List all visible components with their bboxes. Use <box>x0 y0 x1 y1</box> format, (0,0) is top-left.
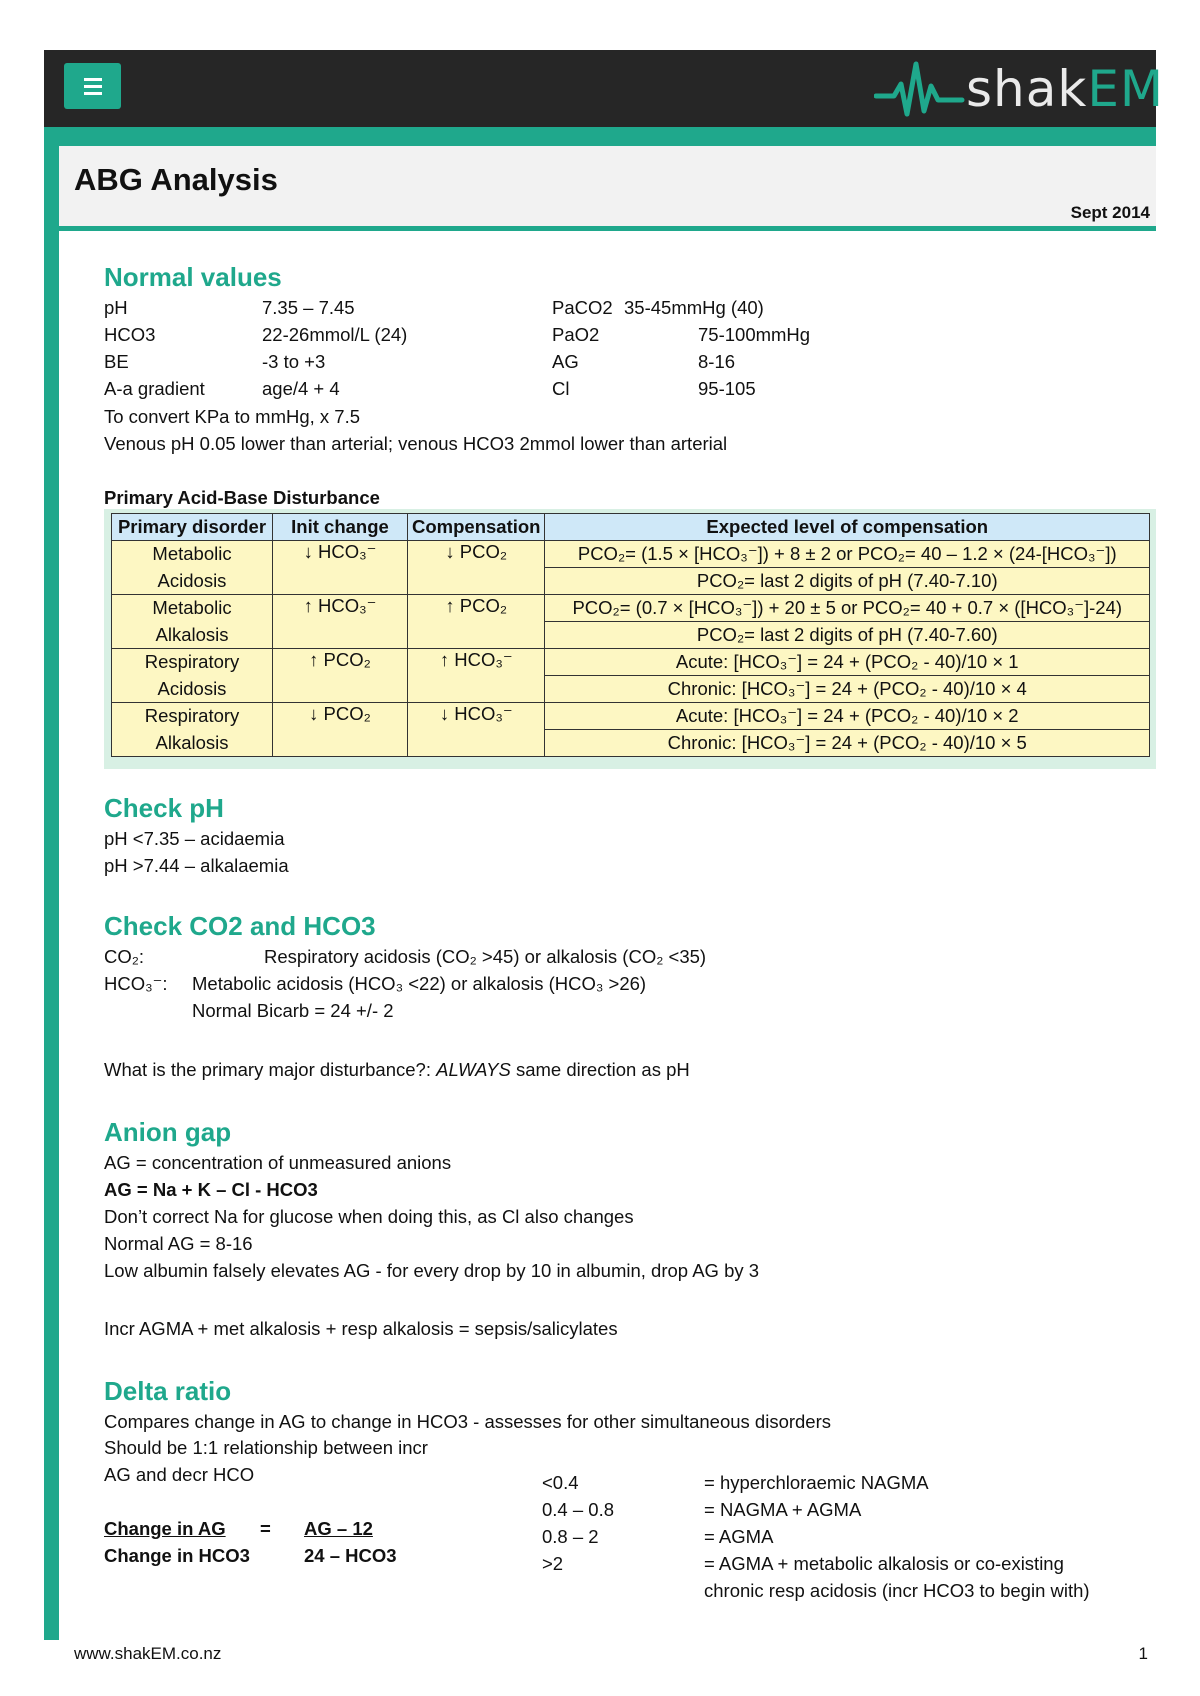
table-row <box>112 703 1150 730</box>
normal-bicarb: Normal Bicarb = 24 +/- 2 <box>192 1000 394 1021</box>
nv-value2: 35-45mmHg (40) <box>624 297 764 318</box>
table-row <box>112 568 1150 595</box>
table-row <box>112 541 1150 568</box>
nv-label: A-a gradient <box>104 378 205 399</box>
formula-numerator-value: AG – 12 <box>304 1518 373 1539</box>
title-block <box>59 146 1156 226</box>
menu-button[interactable] <box>64 63 121 109</box>
co2-label: CO₂: <box>104 946 145 967</box>
compensation-cell: ↓ PCO₂ <box>408 541 545 595</box>
ag-normal: Normal AG = 8-16 <box>104 1233 253 1254</box>
expected-cell: Chronic: [HCO₃⁻] = 24 + (PCO₂ - 40)/10 × 5 <box>545 730 1150 757</box>
expected-cell: Chronic: [HCO₃⁻] = 24 + (PCO₂ - 40)/10 × 4 <box>545 676 1150 703</box>
nv-label: HCO3 <box>104 324 156 345</box>
disorder-cell: Acidosis <box>112 676 273 703</box>
table-row <box>112 676 1150 703</box>
expected-cell: PCO₂= last 2 digits of pH (7.40-7.60) <box>545 622 1150 649</box>
disorder-cell: Metabolic <box>112 595 273 622</box>
disturbance-table-heading: Primary Acid-Base Disturbance <box>104 487 380 508</box>
column-header: Expected level of compensation <box>545 514 1150 541</box>
ag-sepsis-note: Incr AGMA + met alkalosis + resp alkalosis = sepsis/salicylates <box>104 1318 618 1339</box>
footer-url[interactable]: www.shakEM.co.nz <box>74 1644 222 1663</box>
accent-bar <box>44 127 1156 146</box>
nv-value: 22-26mmol/L (24) <box>262 324 408 345</box>
venous-note: Venous pH 0.05 lower than arterial; venous HCO3 2mmol lower than arterial <box>104 433 728 454</box>
range-meaning: = hyperchloraemic NAGMA <box>704 1472 929 1493</box>
ag-albumin-note: Low albumin falsely elevates AG - for every drop by 10 in albumin, drop AG by 3 <box>104 1260 760 1281</box>
column-header: Primary disorder <box>112 514 273 541</box>
table-header-row <box>112 514 1150 541</box>
column-header: Compensation <box>408 514 545 541</box>
formula-denominator-value: 24 – HCO3 <box>304 1545 397 1566</box>
check-co2-heading: Check CO2 and HCO3 <box>104 911 376 941</box>
alkalaemia-line: pH >7.44 – alkalaemia <box>104 855 289 876</box>
range-value: >2 <box>542 1553 564 1574</box>
disorder-cell: Respiratory <box>112 649 273 676</box>
delta-line-1: Compares change in AG to change in HCO3 - assesses for other simultaneous disorders <box>104 1411 832 1432</box>
disorder-cell: Acidosis <box>112 568 273 595</box>
ag-definition: AG = concentration of unmeasured anions <box>104 1152 452 1173</box>
nv-value2: 75-100mmHg <box>698 324 811 345</box>
shakem-logo[interactable] <box>874 56 1165 122</box>
expected-cell: Acute: [HCO₃⁻] = 24 + (PCO₂ - 40)/10 × 1 <box>545 649 1150 676</box>
hamburger-menu-icon <box>84 76 102 97</box>
range-value: 0.4 – 0.8 <box>542 1499 615 1520</box>
heartbeat-icon <box>874 56 969 122</box>
delta-ratio-heading: Delta ratio <box>104 1376 232 1406</box>
top-bar <box>44 50 1165 127</box>
formula-numerator-label: Change in AG <box>104 1518 226 1539</box>
nv-value2: 95-105 <box>698 378 756 399</box>
formula-equals: = <box>260 1518 271 1539</box>
nv-value2: 8-16 <box>698 351 736 372</box>
table-row <box>112 595 1150 622</box>
page-title: ABG Analysis <box>74 162 278 197</box>
nv-label2: Cl <box>552 378 570 399</box>
co2-text: Respiratory acidosis (CO₂ >45) or alkalosis (CO₂ <35) <box>264 946 707 967</box>
expected-cell: PCO₂= last 2 digits of pH (7.40-7.10) <box>545 568 1150 595</box>
nv-value: -3 to +3 <box>262 351 326 372</box>
nv-label: pH <box>104 297 128 318</box>
compensation-cell: ↑ PCO₂ <box>408 595 545 649</box>
delta-line-3: AG and decr HCO <box>104 1464 255 1485</box>
nv-label2: PaCO2 <box>552 297 613 318</box>
table-row <box>112 622 1150 649</box>
ag-glucose-note: Don’t correct Na for glucose when doing this, as Cl also changes <box>104 1206 634 1227</box>
init-change-cell: ↓ PCO₂ <box>273 703 408 757</box>
init-change-cell: ↑ HCO₃⁻ <box>273 595 408 649</box>
formula-denominator-label: Change in HCO3 <box>104 1545 250 1566</box>
check-ph-heading: Check pH <box>104 793 224 823</box>
left-accent-bar <box>44 127 59 1640</box>
expected-cell: Acute: [HCO₃⁻] = 24 + (PCO₂ - 40)/10 × 2 <box>545 703 1150 730</box>
compensation-cell: ↓ HCO₃⁻ <box>408 703 545 757</box>
hco3-label: HCO₃⁻: <box>104 973 168 994</box>
ag-formula: AG = Na + K – Cl - HCO3 <box>104 1179 318 1200</box>
date-label: Sept 2014 <box>1070 203 1150 222</box>
acid-base-table <box>111 513 1150 757</box>
nv-value: age/4 + 4 <box>262 378 340 399</box>
nv-label: BE <box>104 351 129 372</box>
title-divider <box>59 226 1156 231</box>
expected-cell: PCO₂= (0.7 × [HCO₃⁻]) + 20 ± 5 or PCO₂= 40 + 0.7 × ([HCO₃⁻]-24) <box>545 595 1150 622</box>
init-change-cell: ↑ PCO₂ <box>273 649 408 703</box>
logo-text: shakEM <box>966 60 1165 118</box>
acidaemia-line: pH <7.35 – acidaemia <box>104 828 285 849</box>
anion-gap-heading: Anion gap <box>104 1117 232 1147</box>
hco3-text: Metabolic acidosis (HCO₃ <22) or alkalosis (HCO₃ >26) <box>192 973 647 994</box>
column-header: Init change <box>273 514 408 541</box>
page-number: 1 <box>1138 1644 1148 1663</box>
disorder-cell: Alkalosis <box>112 622 273 649</box>
range-meaning-continued: chronic resp acidosis (incr HCO3 to begin with) <box>704 1580 1090 1601</box>
delta-line-2: Should be 1:1 relationship between incr <box>104 1437 428 1458</box>
range-meaning: = NAGMA + AGMA <box>704 1499 862 1520</box>
compensation-cell: ↑ HCO₃⁻ <box>408 649 545 703</box>
range-meaning: = AGMA <box>704 1526 774 1547</box>
expected-cell: PCO₂= (1.5 × [HCO₃⁻]) + 8 ± 2 or PCO₂= 40 – 1.2 × (24-[HCO₃⁻]) <box>545 541 1150 568</box>
normal-values-heading: Normal values <box>104 262 282 292</box>
table-row <box>112 730 1150 757</box>
conversion-note: To convert KPa to mmHg, x 7.5 <box>104 406 361 427</box>
disorder-cell: Metabolic <box>112 541 273 568</box>
disorder-cell: Alkalosis <box>112 730 273 757</box>
range-value: <0.4 <box>542 1472 579 1493</box>
table-row <box>112 649 1150 676</box>
primary-disturbance-question: What is the primary major disturbance?: ALWAYS same direction as pH <box>104 1059 690 1080</box>
nv-label2: AG <box>552 351 579 372</box>
nv-label2: PaO2 <box>552 324 600 345</box>
range-meaning: = AGMA + metabolic alkalosis or co-existing <box>704 1553 1064 1574</box>
range-value: 0.8 – 2 <box>542 1526 599 1547</box>
init-change-cell: ↓ HCO₃⁻ <box>273 541 408 595</box>
nv-value: 7.35 – 7.45 <box>262 297 355 318</box>
disorder-cell: Respiratory <box>112 703 273 730</box>
